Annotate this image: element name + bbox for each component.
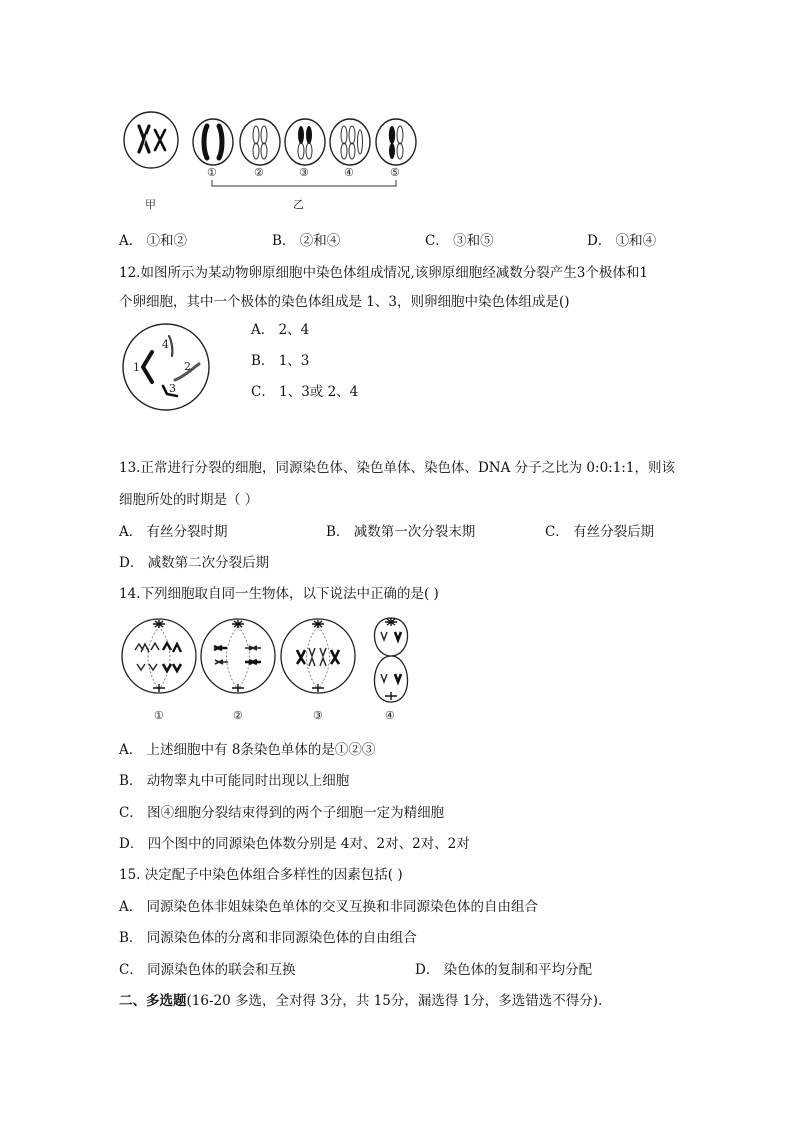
q14-option-d[interactable]: D． 四个图中的同源染色体数分别是 4对、2对、2对、2对 — [119, 836, 470, 852]
q15-option-c[interactable]: C． 同源染色体的联会和互换 — [119, 962, 296, 978]
q14-option-c[interactable]: C． 图④细胞分裂结束得到的两个子细胞一定为精细胞 — [119, 805, 445, 821]
q12-figure — [119, 322, 219, 412]
cell-4 — [330, 119, 370, 165]
q11-option-c[interactable]: C． ③和⑤ — [425, 233, 494, 249]
q12-fig-label-2: 2 — [184, 360, 191, 373]
cell-jia — [124, 112, 178, 168]
q14-cell-2 — [201, 619, 275, 693]
q12-option-b[interactable]: B． 1、3 — [251, 353, 310, 369]
q14-stem: 14.下列细胞取自同一生物体，以下说法中正确的是( ) — [119, 586, 439, 602]
q13-stem-line1: 13.正常进行分裂的细胞，同源染色体、染色单体、染色体、DNA 分子之比为 0:0:1:1，则该 — [119, 460, 675, 476]
q12-stem-line2: 个卵细胞，其中一个极体的染色体组成是 1、3，则卵细胞中染色体组成是() — [119, 294, 570, 310]
q15-option-a[interactable]: A． 同源染色体非姐妹染色单体的交叉互换和非同源染色体的自由组合 — [119, 899, 539, 915]
q15-option-d[interactable]: D． 染色体的复制和平均分配 — [415, 962, 593, 978]
fig-label-4: ④ — [344, 166, 354, 179]
q14-option-a[interactable]: A． 上述细胞中有 8条染色单体的是①②③ — [119, 742, 376, 758]
section2-heading — [119, 989, 602, 1009]
cell-3 — [285, 119, 325, 165]
q14-fig-label-3: ③ — [313, 709, 323, 722]
q14-cell-1 — [122, 619, 196, 693]
bracket — [212, 180, 396, 186]
q13-option-c[interactable]: C． 有丝分裂后期 — [545, 524, 655, 540]
fig-label-5: ⑤ — [390, 166, 400, 179]
cell-5 — [376, 119, 416, 165]
fig-label-1: ① — [207, 166, 217, 179]
fig-label-jia: 甲 — [145, 198, 156, 211]
q13-option-d[interactable]: D． 减数第二次分裂后期 — [119, 555, 270, 571]
q14-fig-label-2: ② — [233, 709, 243, 722]
q12-fig-label-3: 3 — [169, 382, 176, 395]
q13-stem-line2: 细胞所处的时期是（ ） — [119, 492, 259, 508]
q15-option-b[interactable]: B． 同源染色体的分离和非同源染色体的自由组合 — [119, 930, 417, 946]
fig-label-3: ③ — [299, 166, 309, 179]
section2-note: (16-20 多选，全对得 3分，共 15分，漏选得 1分，多选错选不得分). — [186, 993, 603, 1009]
q12-option-c[interactable]: C． 1、3或 2、4 — [251, 384, 359, 400]
q12-fig-label-1: 1 — [133, 361, 140, 374]
q14-fig-label-4: ④ — [385, 709, 395, 722]
q11-option-b[interactable]: B． ②和④ — [272, 233, 341, 249]
fig-label-2: ② — [254, 166, 264, 179]
q15-stem: 15. 决定配子中染色体组合多样性的因素包括( ) — [119, 867, 403, 883]
q12-fig-label-4: 4 — [162, 338, 169, 351]
q11-figure — [115, 108, 425, 211]
q12-stem-line1: 12.如图所示为某动物卵原细胞中染色体组成情况,该卵原细胞经减数分裂产生3个极体和1 — [119, 265, 648, 281]
q14-figure — [119, 612, 419, 724]
q14-cell-3 — [281, 619, 355, 693]
q14-fig-label-1: ① — [154, 709, 164, 722]
cell-2 — [240, 119, 280, 165]
q13-option-b[interactable]: B． 减数第一次分裂末期 — [326, 524, 476, 540]
q11-option-a[interactable]: A． ①和② — [119, 233, 188, 249]
fig-label-yi: 乙 — [293, 198, 304, 211]
q14-option-b[interactable]: B． 动物睾丸中可能同时出现以上细胞 — [119, 773, 350, 789]
q14-cell-4 — [374, 618, 407, 702]
q13-option-a[interactable]: A． 有丝分裂时期 — [119, 524, 228, 540]
cell-1 — [193, 119, 233, 165]
q11-option-d[interactable]: D． ①和④ — [587, 233, 657, 249]
q12-option-a[interactable]: A． 2、4 — [251, 322, 310, 338]
section2-title: 二、多选题 — [119, 993, 187, 1009]
